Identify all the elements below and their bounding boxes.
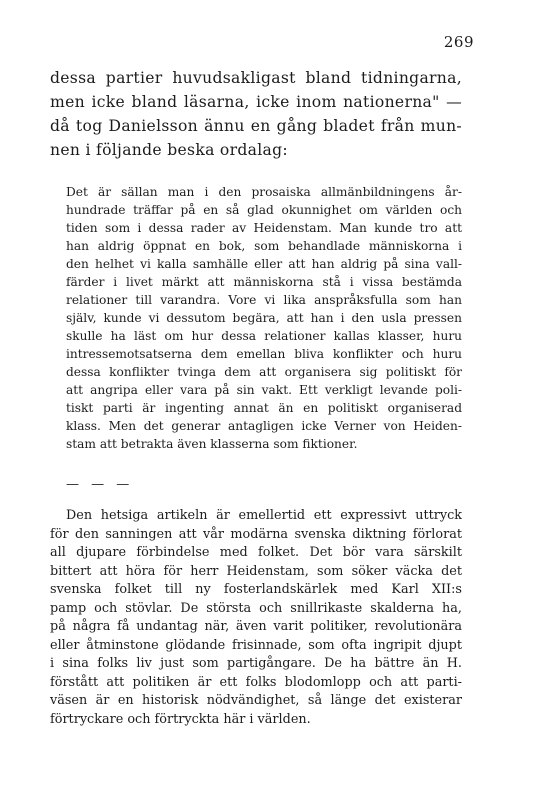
quote-line: färder i livet märkt att människorna stå i vissa bestämda [66, 275, 462, 289]
quote-line: klass. Men det generar antagligen icke Verner von Heiden- [66, 419, 462, 433]
quote-line: Det är sällan man i den prosaiska allmänbildningens år- [66, 185, 462, 199]
quote-line: att angripa eller vara på sin vakt. Ett verkligt levande poli- [66, 383, 462, 397]
quote-line: han aldrig öppnat en bok, som behandlade människorna i [66, 239, 462, 253]
intro-line: då tog Danielsson ännu en gång bladet från mun- [50, 117, 462, 135]
section-separator: — — — [66, 477, 134, 492]
page-number: 269 [443, 33, 474, 51]
closing-line: i sina folks liv just som partigångare. De ha bättre än H. [50, 656, 462, 671]
closing-line: all djupare förbindelse med folket. Det bör vara särskilt [50, 545, 462, 560]
quote-line: dessa konflikter tvinga dem att organisera sig politiskt för [66, 365, 462, 379]
intro-line: nen i följande beska ordalag: [50, 141, 288, 159]
closing-line: bittert att höra för herr Heidenstam, som söker väcka det [50, 563, 462, 579]
intro-line: dessa partier huvudsakligast bland tidningarna, [50, 69, 462, 87]
quote-line: intressemotsatserna dem emellan bliva konflikter och huru [66, 347, 462, 361]
quote-line: själv, kunde vi dessutom begära, att han i den usla pressen [66, 311, 462, 325]
quote-line: relationer till varandra. Vore vi lika anspråksfulla som han [66, 293, 462, 307]
closing-line: väsen är en historisk nödvändighet, så länge det existerar [50, 693, 462, 708]
closing-line: eller åtminstone glödande frisinnade, som ofta ingripit djupt [50, 637, 462, 653]
intro-line: men icke bland läsarna, icke inom nationerna" — [50, 93, 462, 111]
closing-line: svenska folket till ny fosterlandskärlek med Karl XII:s [50, 582, 462, 597]
closing-line: förstått att politiken är ett folks blodomlopp och att parti- [50, 674, 462, 690]
quote-line: skulle ha läst om hur dessa relationer kallas klasser, huru [66, 329, 462, 343]
quote-line: den helhet vi kalla samhälle eller att han aldrig på sina vall- [66, 257, 462, 271]
closing-line: förtryckare och förtryckta här i världen. [50, 711, 311, 727]
closing-line: pamp och stövlar. De största och snillrikaste skalderna ha, [50, 600, 462, 616]
quote-line: stam att betrakta även klasserna som fiktioner. [66, 437, 358, 451]
closing-line: för den sanningen att vår modärna svenska diktning förlorat [50, 526, 462, 542]
closing-line: Den hetsiga artikeln är emellertid ett expressivt uttryck [66, 508, 462, 523]
quote-line: hundrade träffar på en så glad okunnighet om världen och [66, 203, 462, 217]
quote-line: tiskt parti är ingenting annat än en politiskt organiserad [66, 401, 462, 415]
quote-line: tiden som i dessa rader av Heidenstam. Man kunde tro att [66, 221, 462, 235]
closing-line: på några få undantag när, även varit politiker, revolutionära [50, 619, 462, 634]
